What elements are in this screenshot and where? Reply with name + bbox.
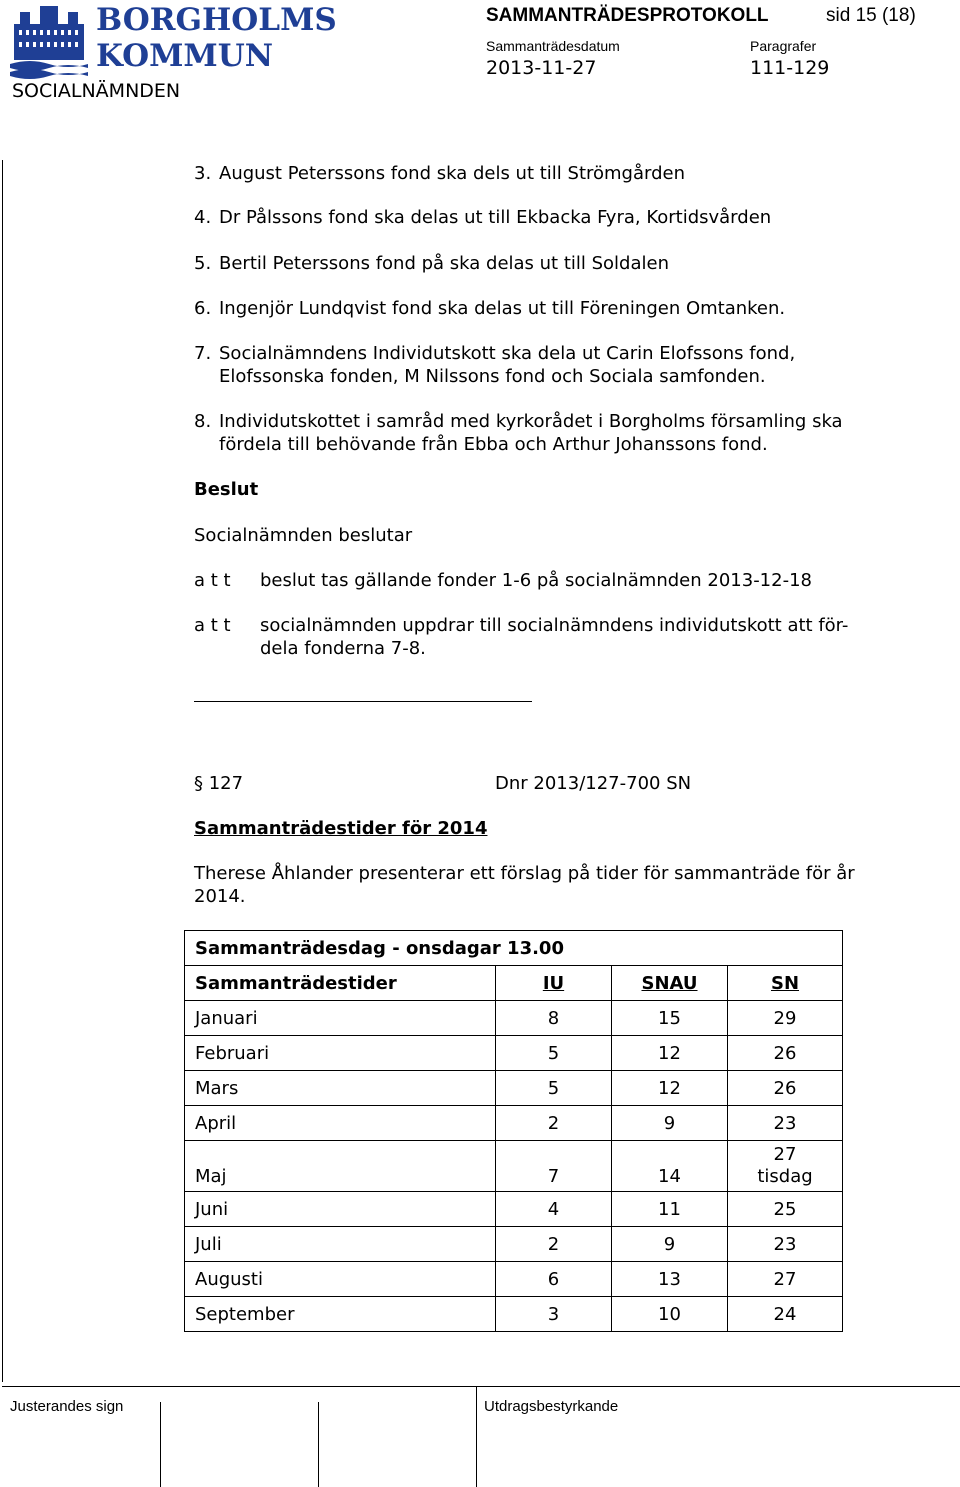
table-row (185, 1141, 843, 1192)
month-cell: Februari (185, 1036, 496, 1071)
iu-cell: 5 (496, 1071, 612, 1106)
column-header: IU (496, 966, 612, 1001)
month-cell: Maj (185, 1141, 496, 1192)
month-cell: Juli (185, 1227, 496, 1262)
org-name-line2: KOMMUN (96, 38, 274, 74)
list-text: August Peterssons fond ska dels ut till Strömgården (219, 163, 686, 184)
sn-cell: 25 (728, 1192, 843, 1227)
beslut-intro: Socialnämnden beslutar (194, 525, 413, 546)
table-row (185, 1036, 843, 1071)
justerandes-sign-label: Justerandes sign (10, 1398, 124, 1415)
paragraph-value: 111-129 (750, 57, 830, 79)
sn-cell: 26 (728, 1071, 843, 1106)
snau-cell: 10 (612, 1297, 728, 1332)
list-item (194, 342, 894, 388)
list-item (194, 252, 894, 275)
list-text: Bertil Peterssons fond på ska delas ut till Soldalen (219, 253, 669, 274)
month-cell: Mars (185, 1071, 496, 1106)
column-header: SNAU (612, 966, 728, 1001)
iu-cell: 3 (496, 1297, 612, 1332)
sn-note: tisdag (757, 1166, 813, 1187)
department-name: SOCIALNÄMNDEN (12, 80, 181, 102)
footer-divider (160, 1402, 161, 1487)
table-row (185, 1001, 843, 1036)
footer-top-rule (2, 1386, 960, 1387)
snau-cell: 15 (612, 1001, 728, 1036)
table-row (185, 1297, 843, 1332)
list-number: 7. (194, 343, 212, 364)
table-header-row (185, 966, 843, 1001)
list-item (194, 410, 894, 456)
paragraph-number: § 127 (194, 773, 244, 794)
list-text: Socialnämndens Individutskott ska dela ut Carin Elofssons fond, Elofssonska fonden, M Nilssons fond och Sociala samfonden. (219, 343, 796, 387)
list-text: Ingenjör Lundqvist fond ska delas ut till Föreningen Omtanken. (219, 298, 786, 319)
list-item (194, 297, 894, 320)
snau-cell: 13 (612, 1262, 728, 1297)
list-item (194, 206, 894, 229)
section-text-line1: Therese Åhlander presenterar ett förslag på tider för sammanträde för år (194, 863, 855, 884)
sn-cell: 26 (728, 1036, 843, 1071)
footer-divider (476, 1386, 477, 1487)
iu-cell: 2 (496, 1227, 612, 1262)
column-header: SN (728, 966, 843, 1001)
org-name-line1: BORGHOLMS (96, 2, 337, 38)
month-cell: Januari (185, 1001, 496, 1036)
table-row (185, 1192, 843, 1227)
section-separator (194, 701, 532, 702)
table-caption: Sammanträdesdag - onsdagar 13.00 (185, 931, 843, 966)
snau-cell: 14 (612, 1141, 728, 1192)
sn-cell (728, 1141, 843, 1192)
footer-divider (318, 1402, 319, 1487)
list-item (194, 162, 894, 185)
month-cell: Augusti (185, 1262, 496, 1297)
iu-cell: 8 (496, 1001, 612, 1036)
castle-emblem-icon (10, 4, 88, 84)
snau-cell: 9 (612, 1227, 728, 1262)
sn-cell: 24 (728, 1297, 843, 1332)
list-text: Individutskottet i samråd med kyrkorådet i Borgholms församling ska fördela till behövande från Ebba och Arthur Johanssons fond. (219, 411, 843, 455)
sn-cell: 23 (728, 1227, 843, 1262)
diary-number: Dnr 2013/127-700 SN (495, 773, 692, 794)
document-type: SAMMANTRÄDESPROTOKOLL (486, 5, 769, 26)
iu-cell: 6 (496, 1262, 612, 1297)
fund-list (194, 162, 894, 456)
list-number: 6. (194, 298, 212, 319)
utdragsbestyrkande-label: Utdragsbestyrkande (484, 1398, 619, 1415)
paragraph-label: Paragrafer (750, 38, 817, 54)
sn-cell: 27 (728, 1262, 843, 1297)
list-number: 8. (194, 411, 212, 432)
date-value: 2013-11-27 (486, 57, 597, 79)
column-header: Sammanträdestider (185, 966, 496, 1001)
table-row (185, 1106, 843, 1141)
table-row (185, 1227, 843, 1262)
list-number: 3. (194, 163, 212, 184)
iu-cell: 4 (496, 1192, 612, 1227)
iu-cell: 2 (496, 1106, 612, 1141)
left-margin-rule (2, 160, 3, 1382)
table-caption-row (185, 931, 843, 966)
snau-cell: 12 (612, 1071, 728, 1106)
sn-cell: 29 (728, 1001, 843, 1036)
schedule-table (184, 930, 843, 1332)
att-label: a t t (194, 570, 231, 591)
table-row (185, 1262, 843, 1297)
sn-value: 27 (773, 1144, 797, 1165)
beslut-heading: Beslut (194, 479, 259, 500)
snau-cell: 11 (612, 1192, 728, 1227)
month-cell: April (185, 1106, 496, 1141)
date-label: Sammanträdesdatum (486, 38, 620, 54)
list-number: 5. (194, 253, 212, 274)
list-text: Dr Pålssons fond ska delas ut till Ekbacka Fyra, Kortidsvården (219, 207, 772, 228)
att-label: a t t (194, 615, 231, 636)
month-cell: Juni (185, 1192, 496, 1227)
sn-cell: 23 (728, 1106, 843, 1141)
iu-cell: 7 (496, 1141, 612, 1192)
att-text-2-line2: dela fonderna 7-8. (260, 638, 426, 659)
section-title: Sammanträdestider för 2014 (194, 818, 488, 839)
list-number: 4. (194, 207, 212, 228)
page-info: sid 15 (18) (826, 5, 916, 26)
snau-cell: 12 (612, 1036, 728, 1071)
iu-cell: 5 (496, 1036, 612, 1071)
month-cell: September (185, 1297, 496, 1332)
att-text-2-line1: socialnämnden uppdrar till socialnämndens individutskott att för- (260, 615, 849, 636)
section-text-line2: 2014. (194, 886, 246, 907)
att-text-1: beslut tas gällande fonder 1-6 på socialnämnden 2013-12-18 (260, 570, 812, 591)
table-row (185, 1071, 843, 1106)
snau-cell: 9 (612, 1106, 728, 1141)
